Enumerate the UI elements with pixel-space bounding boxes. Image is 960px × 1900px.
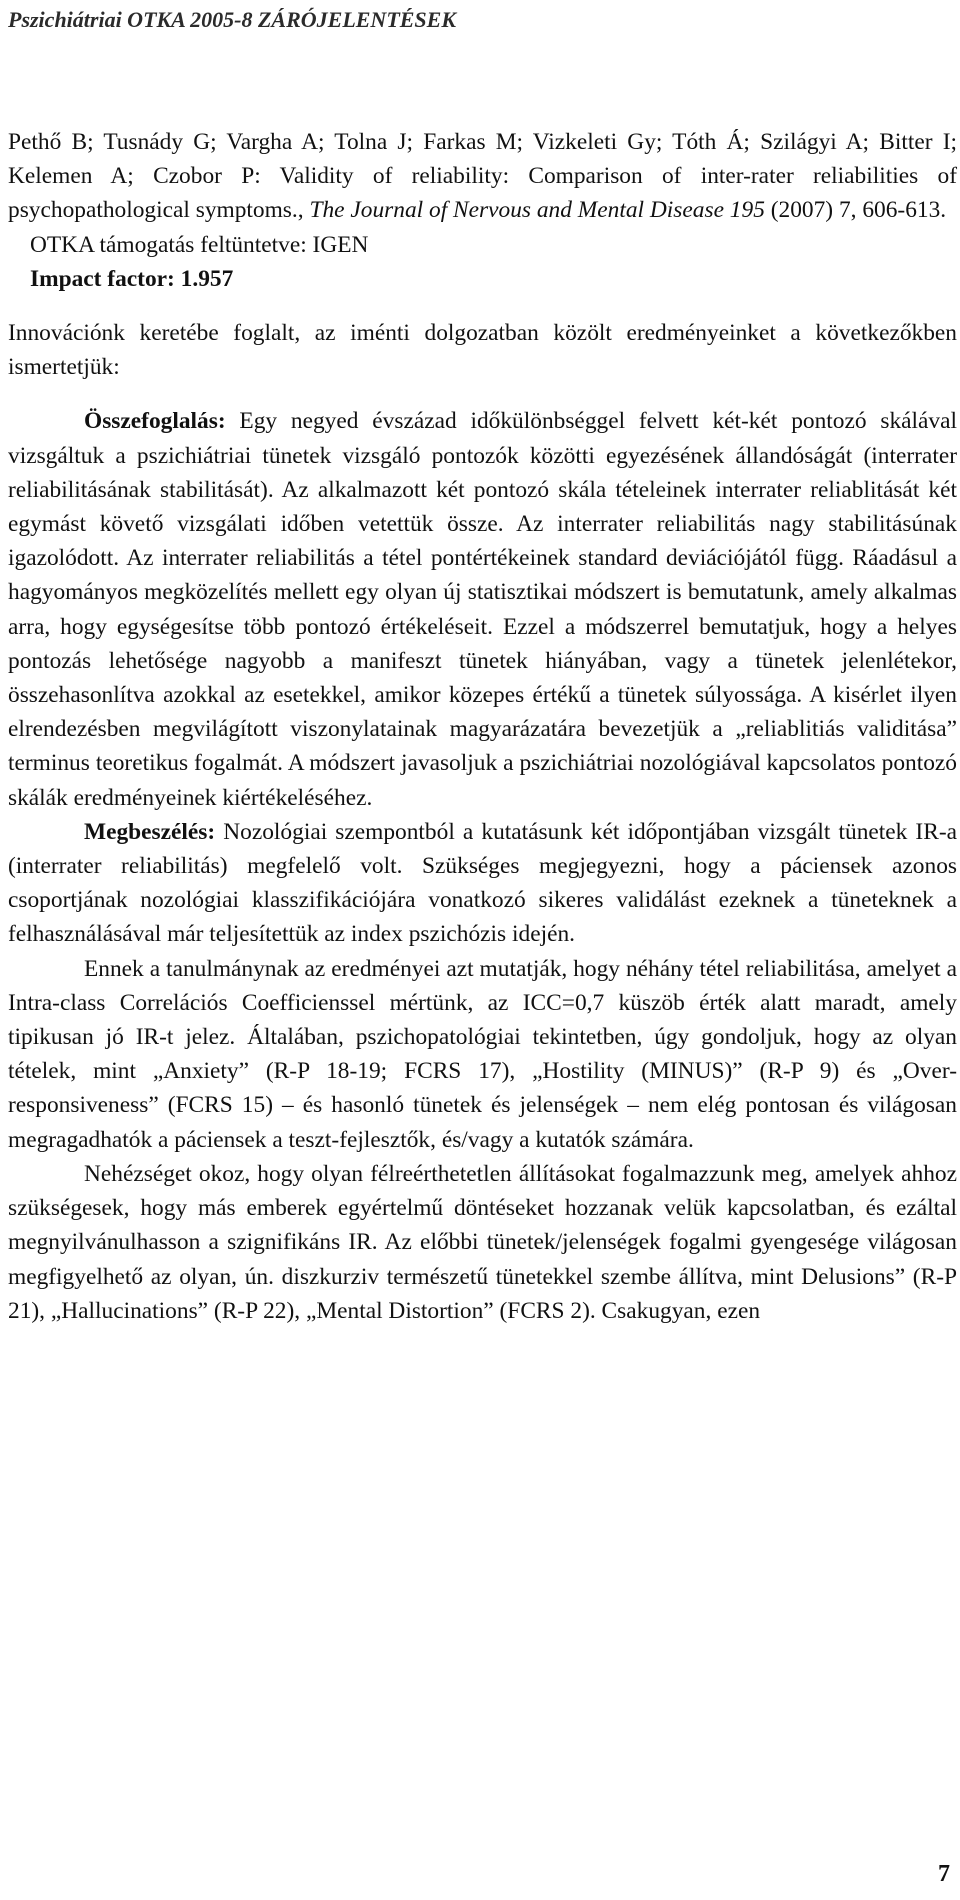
page-number: 7 [938,1861,950,1887]
summary-text: Egy negyed évszázad időkülönbséggel felvett két-két pontozó skálával vizsgáltuk a pszichiátriai tünetek vizsgáló pontozók közötti egyezésének állandóságát (interrater reliabilitásának stabilitását). Az alkalmazott két pontozó skála tételeinek interrater reliablitását két egymást követő vizsgálati időben vetettük össze. Az interrater reliabilitás nagy stabilitásúnak igazolódott. Az interrater reliabilitás a tétel pontértékeinek standard deviációjától függ. Ráadásul a hagyományos megközelítés mellett egy olyan új statisztikai módszert is bemutatunk, amely alkalmas arra, hogy egységesítse több pontozó értékeléseit. Ezzel a módszerrel bemutatjuk, hogy a helyes pontozás lehetősége nagyobb a manifeszt tünetek hiányában, vagy a tünetek jelenlétekor, összehasonlítva azokkal az esetekkel, amikor közepes értékű a tünetek súlyossága. A kisérlet ilyen elrendezésben megvilágított viszonylatainak magyarázatára bevezetjük a „reliablitiás validitása” terminus teoretikus fogalmát. A módszert javasoljuk a pszichiátriai nozológiával kapcsolatos pontozó skálák eredményeinek kiértékeléséhez. [8,408,957,811]
reference-separator: , [297,197,310,224]
reference-journal: The Journal of Nervous and Mental Disease 195 [309,197,765,224]
reference-details: (2007) 7, 606-613. [764,197,947,224]
discussion-text: Nozológiai szempontból a kutatásunk két időpontjában vizsgált tünetek IR-a (interrater reliabilitás) megfelelő volt. Szükséges megjegyezni, hogy a páciensek azonos csoportjának nozológiai klasszifikációjára vonatkozó sikeres validálást ezeknek a tüneteknek a felhasználásával már teljesítettük az index pszichózis idején. [8,818,957,948]
running-header: Pszichiátriai OTKA 2005-8 ZÁRÓJELENTÉSEK [8,7,457,32]
reference-citation [8,125,957,228]
otka-support-line: OTKA támogatás feltüntetve: IGEN [30,231,369,258]
document-body [8,125,957,1328]
difficulty-paragraph: Nehézséget okoz, hogy olyan félreérthetetlen állításokat fogalmazzunk meg, amelyek ahhoz szükségesek, hogy más emberek egyértelmű döntéseket hozzanak velük kapcsolatban, és ezáltal megnyilvánulhasson a szignifikáns IR. Az előbbi tünetek/jelenségek fogalmi gyengesége világosan megfigyelhető az olyan, ún. diszkurziv természetű tünetekkel szembe állítva, mint Delusions” (R-P 21), „Hallucinations” (R-P 22), „Mental Distortion” (FCRS 2). Csakugyan, ezen [8,1160,957,1324]
impact-factor: Impact factor: 1.957 [30,265,234,292]
reference-authors-title: Pethő B; Tusnády G; Vargha A; Tolna J; Farkas M; Vizkeleti Gy; Tóth Á; Szilágyi A; Bitter I; Kelemen A; Czobor P: Validity of reliability: Comparison of inter-rater reliabilities of psychopathological symptoms. [8,129,957,224]
summary-paragraph [8,404,957,814]
summary-label: Összefoglalás: [84,408,226,435]
discussion-paragraph [8,815,957,952]
results-paragraph: Ennek a tanulmánynak az eredményei azt mutatják, hogy néhány tétel reliabilitása, amelyet a Intra-class Correlációs Coefficienssel mértünk, az ICC=0,7 küszöb érték alatt maradt, amely tipikusan jó IR-t jelez. Általában, pszichopatológiai tekintetben, úgy gondoljuk, hogy az olyan tételek, mint „Anxiety” (R-P 18-19; FCRS 17), „Hostility (MINUS)” (R-P 9) és „Over-responsiveness” (FCRS 15) – és hasonló tünetek és jelenségek – nem elég pontosan és világosan megragadhatók a páciensek a teszt-fejlesztők, és/vagy a kutatók számára. [8,955,957,1153]
intro-paragraph: Innovációnk keretébe foglalt, az iménti dolgozatban közölt eredményeinket a következőkben ismertetjük: [8,320,957,381]
discussion-label: Megbeszélés: [84,818,216,845]
